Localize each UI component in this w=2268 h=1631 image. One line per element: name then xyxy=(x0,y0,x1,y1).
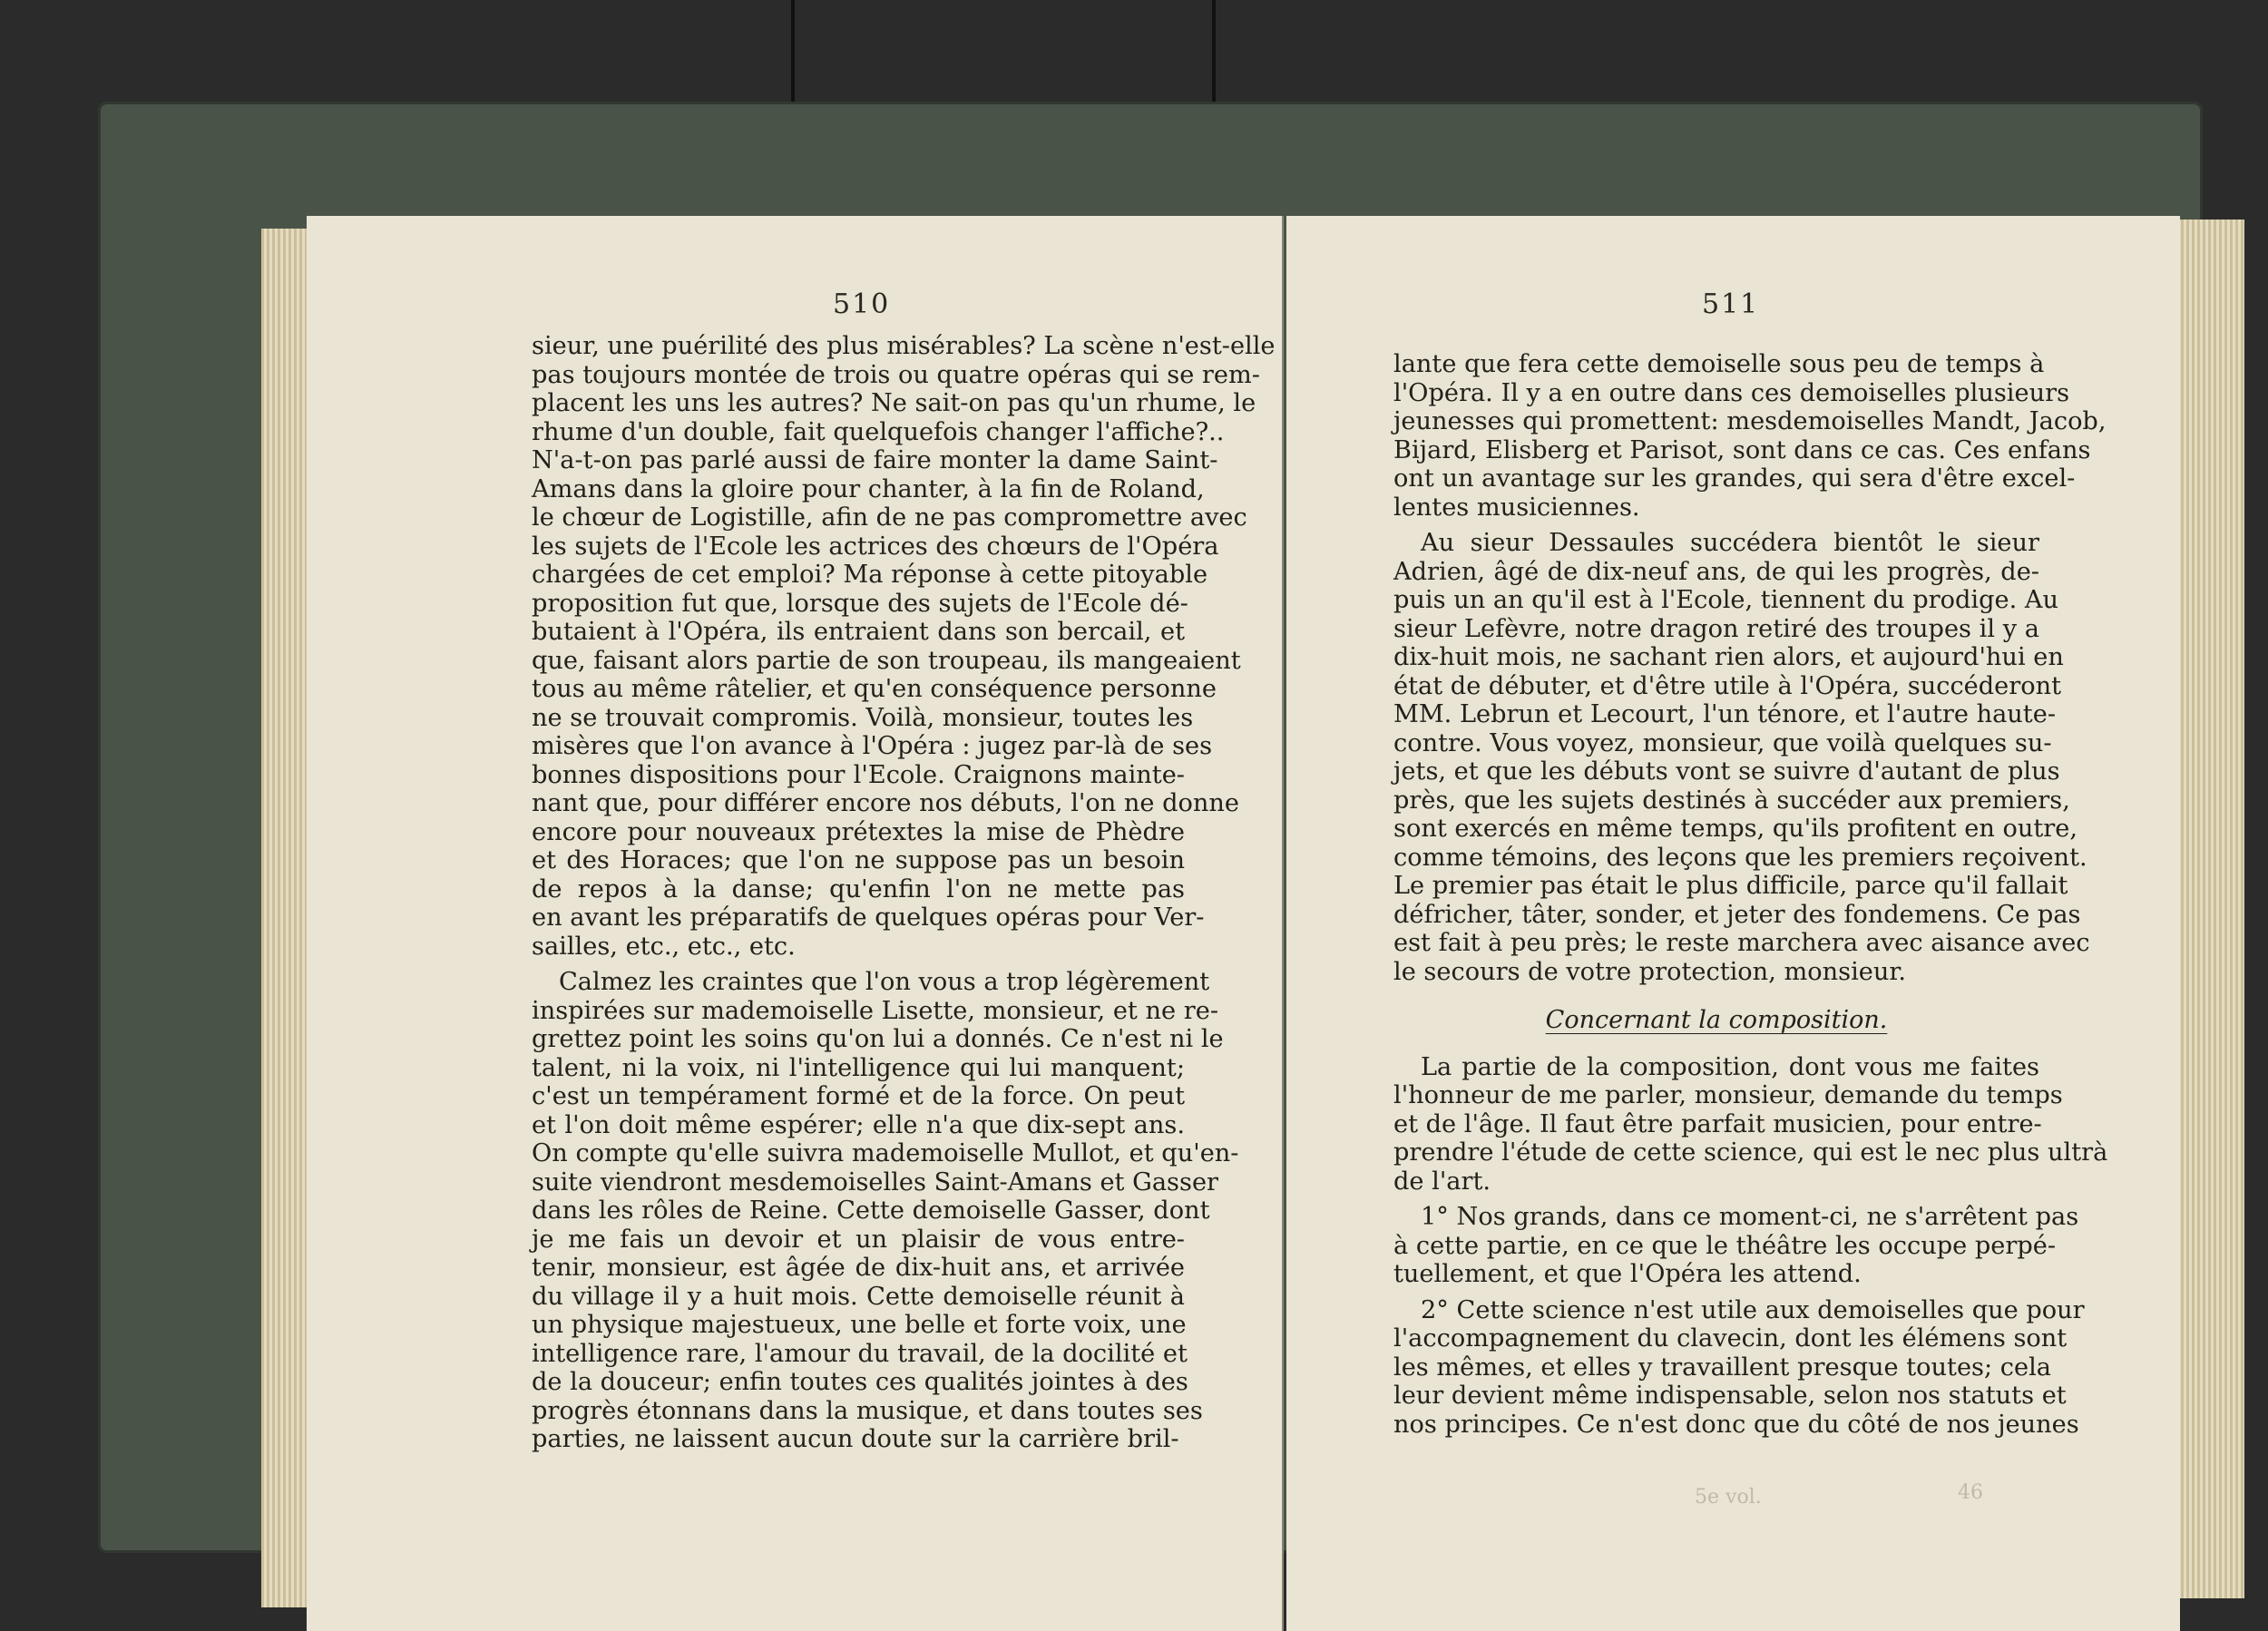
text-line: état de débuter, et d'être utile à l'Opéra, succéderont xyxy=(1393,671,2062,700)
text-line: défricher, tâter, sonder, et jeter des fondemens. Ce pas xyxy=(1393,900,2081,929)
text-line: MM. Lebrun et Lecourt, l'un ténore, et l'autre haute- xyxy=(1393,700,2057,728)
text-line: Calmez les craintes que l'on vous a trop légèrement xyxy=(559,968,1210,996)
paragraph xyxy=(1393,350,2107,522)
page-text xyxy=(1393,350,2108,1446)
text-line: que, faisant alors partie de son troupeau, ils mangeaient xyxy=(532,646,1241,675)
text-line: c'est un tempérament formé et de la force. On peut xyxy=(532,1082,1185,1110)
text-line: je me fais un devoir et un plaisir de vous entre- xyxy=(532,1225,1185,1254)
paragraph xyxy=(1393,529,2090,986)
text-line: de la douceur; enfin toutes ces qualités jointes à des xyxy=(532,1368,1188,1396)
text-line: contre. Vous voyez, monsieur, que voilà quelques su- xyxy=(1393,728,2052,757)
text-line: dans les rôles de Reine. Cette demoiselle Gasser, dont xyxy=(532,1196,1210,1225)
text-line: dix-huit mois, ne sachant rien alors, et aujourd'hui en xyxy=(1393,643,2064,671)
left-page xyxy=(307,216,1284,1631)
text-line: le secours de votre protection, monsieur. xyxy=(1393,957,1907,986)
paragraph xyxy=(532,968,1239,1454)
text-line: du village il y a huit mois. Cette demoiselle réunit à xyxy=(532,1282,1185,1311)
page-number: 510 xyxy=(833,288,891,320)
text-line: puis un an qu'il est à l'Ecole, tiennent du prodige. Au xyxy=(1393,586,2059,614)
text-line: bonnes dispositions pour l'Ecole. Craignons mainte- xyxy=(532,760,1185,789)
text-line: Bijard, Elisberg et Parisot, sont dans ce cas. Ces enfans xyxy=(1393,435,2091,464)
text-line: La partie de la composition, dont vous me faites xyxy=(1421,1052,2039,1081)
text-line: talent, ni la voix, ni l'intelligence qui lui manquent; xyxy=(532,1053,1185,1082)
text-line: de repos à la danse; qu'enfin l'on ne mette pas xyxy=(532,874,1185,903)
text-line: tenir, monsieur, est âgée de dix-huit ans, et arrivée xyxy=(532,1254,1185,1282)
text-line: 1° Nos grands, dans ce moment-ci, ne s'arrêtent pas xyxy=(1421,1203,2079,1231)
text-line: sont exercés en même temps, qu'ils profitent en outre, xyxy=(1393,815,2078,843)
text-line: Adrien, âgé de dix-neuf ans, de qui les progrès, de- xyxy=(1393,557,2039,586)
paragraph xyxy=(532,332,1276,961)
text-line: rhume d'un double, fait quelquefois changer l'affiche?.. xyxy=(532,417,1225,446)
text-line: près, que les sujets destinés à succéder aux premiers, xyxy=(1393,786,2070,815)
text-line: l'accompagnement du clavecin, dont les élémens sont xyxy=(1393,1324,2068,1353)
paragraph xyxy=(1393,1203,2079,1289)
text-line: tous au même râtelier, et qu'en conséquence personne xyxy=(532,675,1217,703)
signature-mark: 5e vol. xyxy=(1695,1486,1762,1509)
text-line: proposition fut que, lorsque des sujets de l'Ecole dé- xyxy=(532,589,1188,618)
text-line: et des Horaces; que l'on ne suppose pas un besoin xyxy=(532,846,1185,874)
text-line: Au sieur Dessaules succédera bientôt le sieur xyxy=(1421,529,2039,557)
text-line: lante que fera cette demoiselle sous peu de temps à xyxy=(1393,350,2045,378)
text-line: comme témoins, des leçons que les premiers reçoivent. xyxy=(1393,843,2087,872)
text-line: grettez point les soins qu'on lui a donnés. Ce n'est ni le xyxy=(532,1025,1224,1053)
text-line: tuellement, et que l'Opéra les attend. xyxy=(1393,1260,1862,1288)
text-line: placent les uns les autres? Ne sait-on pas qu'un rhume, le xyxy=(532,389,1256,417)
text-line: On compte qu'elle suivra mademoiselle Mullot, et qu'en- xyxy=(532,1139,1239,1167)
right-page xyxy=(1286,216,2180,1631)
text-line: les sujets de l'Ecole les actrices des chœurs de l'Opéra xyxy=(532,532,1219,561)
text-line: progrès étonnans dans la musique, et dans toutes ses xyxy=(532,1396,1203,1425)
text-line: sailles, etc., etc., etc. xyxy=(532,932,796,961)
text-line: pas toujours montée de trois ou quatre opéras qui se rem- xyxy=(532,360,1260,389)
page-text xyxy=(532,332,1276,1461)
text-line: le chœur de Logistille, afin de ne pas compromettre avec xyxy=(532,503,1247,532)
page-number: 511 xyxy=(1702,288,1760,320)
text-line: 2° Cette science n'est utile aux demoiselles que pour xyxy=(1421,1295,2085,1324)
text-line: est fait à peu près; le reste marchera avec aisance avec xyxy=(1393,929,2090,957)
text-line: l'Opéra. Il y a en outre dans ces demoiselles plusieurs xyxy=(1393,378,2070,407)
text-line: Le premier pas était le plus difficile, parce qu'il fallait xyxy=(1393,872,2068,900)
text-line: et de l'âge. Il faut être parfait musicien, pour entre- xyxy=(1393,1109,2042,1138)
text-line: suite viendront mesdemoiselles Saint-Amans et Gasser xyxy=(532,1167,1219,1196)
text-line: misères que l'on avance à l'Opéra : jugez par-là de ses xyxy=(532,732,1213,760)
text-line: chargées de cet emploi? Ma réponse à cette pitoyable xyxy=(532,561,1208,589)
text-line: parties, ne laissent aucun doute sur la carrière bril- xyxy=(532,1425,1179,1453)
text-line: ne se trouvait compromis. Voilà, monsieur, toutes les xyxy=(532,703,1194,732)
text-line: et l'on doit même espérer; elle n'a que dix-sept ans. xyxy=(532,1110,1185,1139)
section-heading: Concernant la composition. xyxy=(1545,1006,1888,1034)
text-line: intelligence rare, l'amour du travail, de la docilité et xyxy=(532,1339,1188,1368)
text-line: prendre l'étude de cette science, qui est le nec plus ultrà xyxy=(1393,1138,2108,1167)
text-line: en avant les préparatifs de quelques opéras pour Ver- xyxy=(532,903,1205,932)
text-line: les mêmes, et elles y travaillent presque toutes; cela xyxy=(1393,1353,2052,1382)
text-line: de l'art. xyxy=(1393,1167,1491,1196)
page-edges-right xyxy=(2175,220,2244,1598)
paragraph xyxy=(1393,1295,2085,1440)
text-line: sieur, une puérilité des plus misérables? La scène n'est-elle xyxy=(532,332,1276,360)
text-line: jets, et que les débuts vont se suivre d'autant de plus xyxy=(1393,757,2060,786)
text-line: à cette partie, en ce que le théâtre les occupe perpé- xyxy=(1393,1231,2057,1260)
text-line: encore pour nouveaux prétextes la mise de Phèdre xyxy=(532,817,1185,846)
text-line: sieur Lefèvre, notre dragon retiré des troupes il y a xyxy=(1393,614,2039,643)
text-line: N'a-t-on pas parlé aussi de faire monter la dame Saint- xyxy=(532,446,1218,474)
sheet-mark: 46 xyxy=(1958,1481,1983,1504)
open-book xyxy=(98,102,2203,1553)
text-line: inspirées sur mademoiselle Lisette, monsieur, et ne re- xyxy=(532,996,1219,1025)
text-line: lentes musiciennes. xyxy=(1393,493,1640,522)
text-line: l'honneur de me parler, monsieur, demande du temps xyxy=(1393,1081,2063,1109)
text-line: nant que, pour différer encore nos débuts, l'on ne donne xyxy=(532,789,1240,817)
text-line: jeunesses qui promettent: mesdemoiselles Mandt, Jacob, xyxy=(1393,407,2107,435)
text-line: Amans dans la gloire pour chanter, à la fin de Roland, xyxy=(532,474,1205,503)
text-line: un physique majestueux, une belle et forte voix, une xyxy=(532,1311,1187,1339)
text-line: ont un avantage sur les grandes, qui sera d'être excel- xyxy=(1393,464,2076,493)
text-line: butaient à l'Opéra, ils entraient dans son bercail, et xyxy=(532,618,1185,646)
paragraph xyxy=(1393,1052,2108,1196)
text-line: nos principes. Ce n'est donc que du côté de nos jeunes xyxy=(1393,1410,2079,1439)
text-line: leur devient même indispensable, selon nos statuts et xyxy=(1393,1382,2067,1410)
